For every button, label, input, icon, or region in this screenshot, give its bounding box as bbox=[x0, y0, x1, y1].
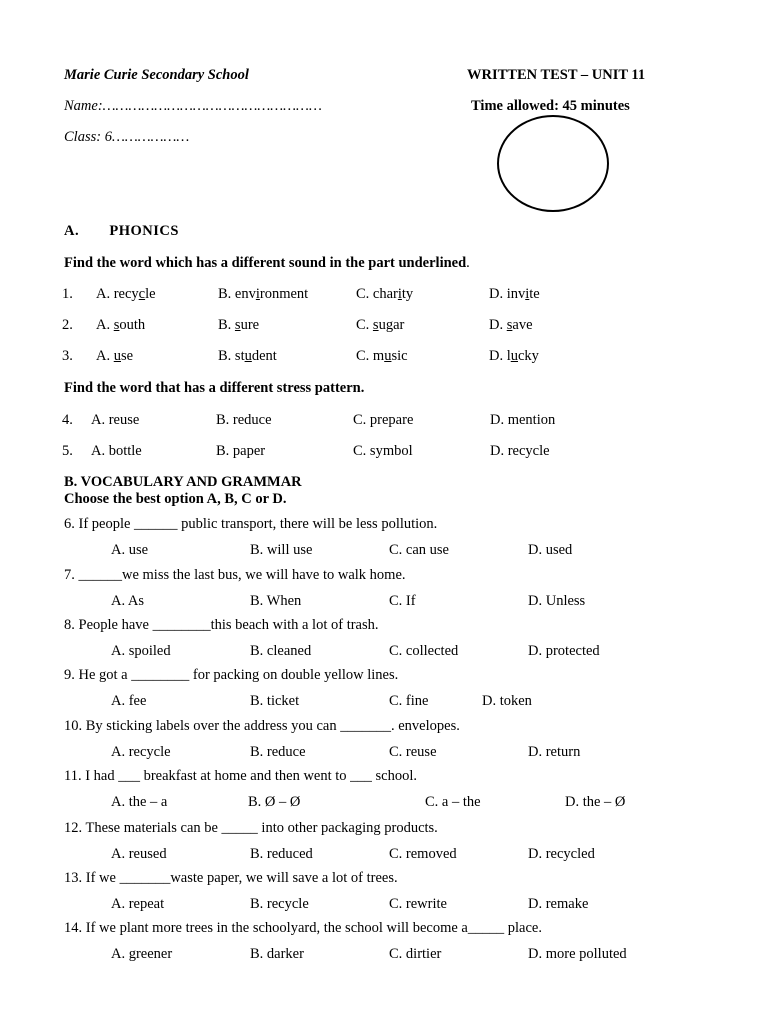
option-text: A. bbox=[96, 317, 114, 333]
section-b-title: B. VOCABULARY AND GRAMMAR bbox=[64, 474, 302, 490]
answer-option bbox=[218, 349, 277, 364]
score-circle bbox=[497, 115, 609, 212]
answer-option: C. can use bbox=[389, 542, 449, 558]
question-text: 11. I had ___ breakfast at home and then went to ___ school. bbox=[64, 768, 418, 784]
option-text: ure bbox=[240, 317, 260, 333]
answer-option: D. remake bbox=[528, 896, 589, 912]
underlined-part: u bbox=[244, 348, 252, 364]
option-text: B. bbox=[218, 317, 235, 333]
underlined-part: u bbox=[113, 348, 121, 364]
time-allowed: Time allowed: 45 minutes bbox=[471, 98, 630, 114]
question-text: 12. These materials can be _____ into other packaging products. bbox=[64, 820, 438, 836]
answer-option: C. dirtier bbox=[389, 946, 442, 962]
section-a-title: PHONICS bbox=[109, 223, 179, 239]
answer-option: A. spoiled bbox=[111, 643, 171, 659]
test-title: WRITTEN TEST – UNIT 11 bbox=[467, 67, 646, 83]
underlined-part: i bbox=[255, 286, 260, 302]
option-text: C. bbox=[356, 317, 373, 333]
answer-option: A. greener bbox=[111, 946, 173, 962]
section-a-heading bbox=[64, 224, 179, 239]
answer-option: A. use bbox=[111, 542, 149, 558]
answer-option: C. collected bbox=[389, 643, 459, 659]
answer-option: B. reduced bbox=[250, 846, 313, 862]
question-number: 2. bbox=[62, 317, 73, 333]
answer-option: B. darker bbox=[250, 946, 304, 962]
underlined-part: u bbox=[384, 348, 392, 364]
option-text: D. inv bbox=[489, 286, 526, 302]
answer-option: D. protected bbox=[528, 643, 600, 659]
answer-option: B. cleaned bbox=[250, 643, 312, 659]
answer-option bbox=[489, 318, 533, 333]
option-text: ave bbox=[512, 317, 533, 333]
underlined-part: s bbox=[234, 317, 241, 333]
option-text: D. l bbox=[489, 348, 511, 364]
option-text: D. bbox=[489, 317, 507, 333]
option-text: C. char bbox=[356, 286, 398, 302]
option-text: ronment bbox=[259, 286, 309, 302]
underlined-part: u bbox=[510, 348, 518, 364]
answer-option: C. fine bbox=[389, 693, 429, 709]
underlined-part: s bbox=[113, 317, 120, 333]
question-text: 14. If we plant more trees in the schoolyard, the school will become a_____ place. bbox=[64, 920, 542, 936]
answer-option bbox=[356, 318, 404, 333]
instruction-sound-text: Find the word which has a different sound in the part underlined bbox=[64, 255, 467, 271]
option-text: B. env bbox=[218, 286, 256, 302]
answer-option bbox=[356, 287, 413, 302]
underlined-part: i bbox=[397, 286, 402, 302]
option-text: te bbox=[529, 286, 540, 302]
answer-option: B. paper bbox=[216, 443, 266, 459]
answer-option: A. the – a bbox=[111, 794, 168, 810]
answer-option: D. Unless bbox=[528, 593, 586, 609]
question-text: 6. If people ______ public transport, there will be less pollution. bbox=[64, 516, 438, 532]
class-line: Class: 6……………… bbox=[64, 129, 190, 145]
option-text: ty bbox=[401, 286, 414, 302]
section-b-instruction: Choose the best option A, B, C or D. bbox=[64, 491, 287, 507]
answer-option: B. recycle bbox=[250, 896, 309, 912]
option-text: A. recy bbox=[96, 286, 139, 302]
answer-option: A. repeat bbox=[111, 896, 165, 912]
underlined-part: s bbox=[372, 317, 379, 333]
instruction-sound-end: . bbox=[466, 255, 470, 271]
answer-option bbox=[96, 318, 145, 333]
answer-option: B. Ø – Ø bbox=[248, 794, 301, 810]
answer-option bbox=[96, 287, 156, 302]
answer-option bbox=[218, 318, 259, 333]
option-text: sic bbox=[391, 348, 408, 364]
question-number: 3. bbox=[62, 348, 73, 364]
answer-option: A. As bbox=[111, 593, 145, 609]
answer-option: B. When bbox=[250, 593, 302, 609]
question-text: 8. People have ________this beach with a lot of trash. bbox=[64, 617, 379, 633]
option-text: ugar bbox=[378, 317, 405, 333]
question-text: 10. By sticking labels over the address you can _______. envelopes. bbox=[64, 718, 460, 734]
answer-option: B. reduce bbox=[216, 412, 272, 428]
answer-option: A. reuse bbox=[91, 412, 140, 428]
answer-option: C. If bbox=[389, 593, 416, 609]
answer-option: A. fee bbox=[111, 693, 147, 709]
option-text: le bbox=[145, 286, 156, 302]
answer-option: D. token bbox=[482, 693, 532, 709]
question-number: 1. bbox=[62, 286, 73, 302]
option-text: B. st bbox=[218, 348, 245, 364]
answer-option bbox=[489, 287, 540, 302]
name-line: Name:…………………………………………… bbox=[64, 98, 322, 114]
instruction-sound bbox=[64, 256, 470, 271]
option-text: C. m bbox=[356, 348, 385, 364]
question-number: 4. bbox=[62, 412, 73, 428]
option-text: dent bbox=[251, 348, 277, 364]
answer-option bbox=[489, 349, 539, 364]
section-a-letter: A. bbox=[64, 223, 80, 239]
question-text: 13. If we _______waste paper, we will save a lot of trees. bbox=[64, 870, 398, 886]
answer-option: A. reused bbox=[111, 846, 167, 862]
answer-option: B. ticket bbox=[250, 693, 300, 709]
question-text: 9. He got a ________ for packing on double yellow lines. bbox=[64, 667, 399, 683]
underlined-part: c bbox=[138, 286, 146, 302]
school-name: Marie Curie Secondary School bbox=[64, 67, 249, 83]
answer-option: C. symbol bbox=[353, 443, 413, 459]
answer-option: B. will use bbox=[250, 542, 313, 558]
answer-option: D. return bbox=[528, 744, 581, 760]
answer-option bbox=[356, 349, 408, 364]
answer-option bbox=[218, 287, 308, 302]
answer-option: D. more polluted bbox=[528, 946, 627, 962]
answer-option: A. recycle bbox=[111, 744, 171, 760]
question-text: 7. ______we miss the last bus, we will have to walk home. bbox=[64, 567, 406, 583]
instruction-stress: Find the word that has a different stress pattern. bbox=[64, 380, 365, 396]
option-text: cky bbox=[518, 348, 539, 364]
answer-option: C. rewrite bbox=[389, 896, 447, 912]
answer-option: C. prepare bbox=[353, 412, 414, 428]
underlined-part: i bbox=[525, 286, 530, 302]
answer-option: D. used bbox=[528, 542, 573, 558]
answer-option: B. reduce bbox=[250, 744, 306, 760]
option-text: A. bbox=[96, 348, 114, 364]
answer-option: C. reuse bbox=[389, 744, 437, 760]
answer-option: A. bottle bbox=[91, 443, 142, 459]
question-number: 5. bbox=[62, 443, 73, 459]
option-text: outh bbox=[119, 317, 146, 333]
answer-option: D. recycled bbox=[528, 846, 595, 862]
option-text: se bbox=[120, 348, 134, 364]
answer-option: D. mention bbox=[490, 412, 556, 428]
underlined-part: s bbox=[506, 317, 513, 333]
answer-option: D. recycle bbox=[490, 443, 550, 459]
answer-option: C. a – the bbox=[425, 794, 481, 810]
answer-option: C. removed bbox=[389, 846, 457, 862]
answer-option: D. the – Ø bbox=[565, 794, 626, 810]
answer-option bbox=[96, 349, 133, 364]
